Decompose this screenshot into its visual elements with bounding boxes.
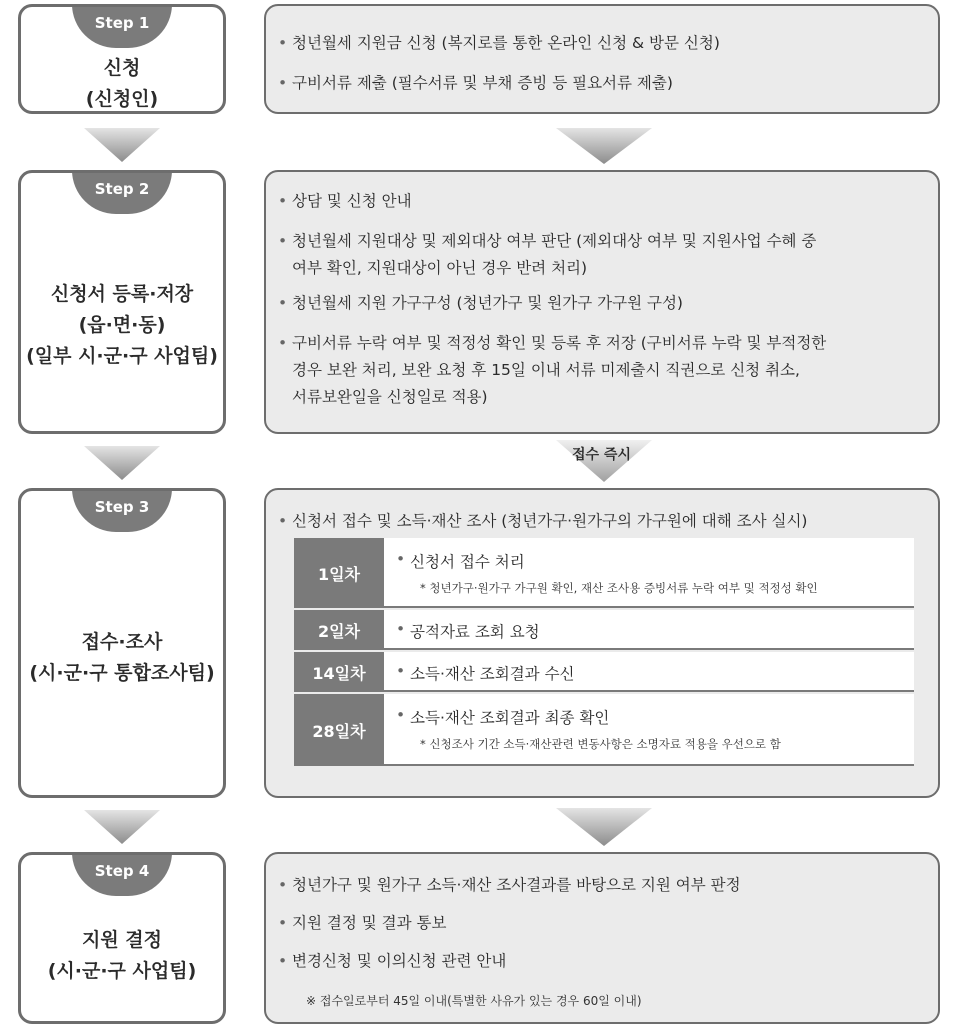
bullet-line: 청년월세 지원 가구구성 (청년가구 및 원가구 가구원 구성) bbox=[292, 294, 683, 312]
deadline-note: ※ 접수일로부터 45일 이내(특별한 사유가 있는 경우 60일 이내) bbox=[306, 994, 642, 1008]
step2-tab: Step 2 bbox=[72, 170, 172, 214]
bullet-line: • 구비서류 누락 여부 및 적정성 확인 및 등록 후 저장 (구비서류 누락 및 부적정한 bbox=[292, 334, 827, 352]
step2-bullet bbox=[292, 290, 920, 317]
bullet-line: 여부 확인, 지원대상이 아닌 경우 반려 처리) bbox=[292, 259, 588, 277]
day-description bbox=[384, 538, 914, 608]
step1-title-line2: (신청인) bbox=[85, 88, 159, 110]
step1-content bbox=[264, 4, 940, 114]
step1-box bbox=[18, 4, 226, 114]
bullet-line: 경우 보완 처리, 보완 요청 후 15일 이내 서류 미제출시 직권으로 신청 취소, bbox=[292, 361, 800, 379]
day-sub-text: * 신청조사 기간 소득·재산관련 변동사항은 소명자료 적용을 우선으로 함 bbox=[420, 737, 781, 751]
bullet-line: • 청년월세 지원대상 및 제외대상 여부 판단 (제외대상 여부 및 지원사업 수혜 중 bbox=[292, 232, 817, 250]
table-row bbox=[294, 538, 914, 608]
table-row bbox=[294, 610, 914, 650]
step2-content bbox=[264, 170, 940, 434]
step1-tab: Step 1 bbox=[72, 4, 172, 48]
day-description bbox=[384, 610, 914, 650]
step3-tab: Step 3 bbox=[72, 488, 172, 532]
day-label: 2일차 bbox=[294, 610, 384, 650]
step4-title-line1: 지원 결정 bbox=[81, 929, 163, 951]
day-main-text: • 신청서 접수 처리 bbox=[410, 550, 525, 572]
step2-bullet bbox=[292, 330, 920, 411]
step2-bullet bbox=[292, 228, 920, 282]
step3-bullet: • 신청서 접수 및 소득·재산 조사 (청년가구·원가구의 가구원에 대해 조사 실시) bbox=[292, 508, 920, 535]
step1-title-line1: 신청 bbox=[103, 57, 141, 79]
day-description bbox=[384, 652, 914, 692]
step2-bullet bbox=[292, 188, 920, 215]
receipt-immediate-label: 접수 즉시 bbox=[572, 447, 631, 463]
step4-box bbox=[18, 852, 226, 1024]
step3-content bbox=[264, 488, 940, 798]
day-description bbox=[384, 694, 914, 766]
day-sub-text: * 청년가구·원가구 가구원 확인, 재산 조사용 증빙서류 누락 여부 및 적정성 확인 bbox=[420, 581, 818, 595]
step2-box bbox=[18, 170, 226, 434]
step4-bullet: • 청년가구 및 원가구 소득·재산 조사결과를 바탕으로 지원 여부 판정 bbox=[292, 872, 920, 899]
step3-title-line2: (시·군·구 통합조사팀) bbox=[29, 662, 215, 684]
step1-bullet: • 구비서류 제출 (필수서류 및 부채 증빙 등 필요서류 제출) bbox=[292, 70, 920, 97]
step4-tab: Step 4 bbox=[72, 852, 172, 896]
down-arrow-right bbox=[556, 128, 652, 166]
day-main-text: • 소득·재산 조회결과 최종 확인 bbox=[410, 706, 609, 728]
table-row bbox=[294, 652, 914, 692]
step3-box bbox=[18, 488, 226, 798]
bullet-line: 서류보완일을 신청일로 적용) bbox=[292, 388, 488, 406]
step2-title-line3: (일부 시·군·구 사업팀) bbox=[26, 345, 218, 367]
step2-title-line2: (읍·면·동) bbox=[78, 314, 166, 336]
step2-title-line1: 신청서 등록·저장 bbox=[50, 283, 194, 305]
step3-title-line1: 접수·조사 bbox=[81, 631, 163, 653]
day-main-text: • 소득·재산 조회결과 수신 bbox=[410, 662, 575, 684]
step4-bullet: • 변경신청 및 이의신청 관련 안내 bbox=[292, 948, 920, 975]
day-label: 28일차 bbox=[294, 694, 384, 766]
down-arrow-left bbox=[84, 446, 160, 482]
down-arrow-left bbox=[84, 128, 160, 164]
step4-title-line2: (시·군·구 사업팀) bbox=[47, 960, 197, 982]
day-label: 14일차 bbox=[294, 652, 384, 692]
day-label: 1일차 bbox=[294, 538, 384, 608]
bullet-line: 상담 및 신청 안내 bbox=[292, 192, 412, 210]
day-main-text: • 공적자료 조회 요청 bbox=[410, 620, 540, 642]
step4-content bbox=[264, 852, 940, 1024]
table-row bbox=[294, 694, 914, 766]
down-arrow-right bbox=[556, 808, 652, 848]
step4-bullet: • 지원 결정 및 결과 통보 bbox=[292, 910, 920, 937]
step1-bullet: • 청년월세 지원금 신청 (복지로를 통한 온라인 신청 & 방문 신청) bbox=[292, 30, 920, 57]
down-arrow-left bbox=[84, 810, 160, 846]
